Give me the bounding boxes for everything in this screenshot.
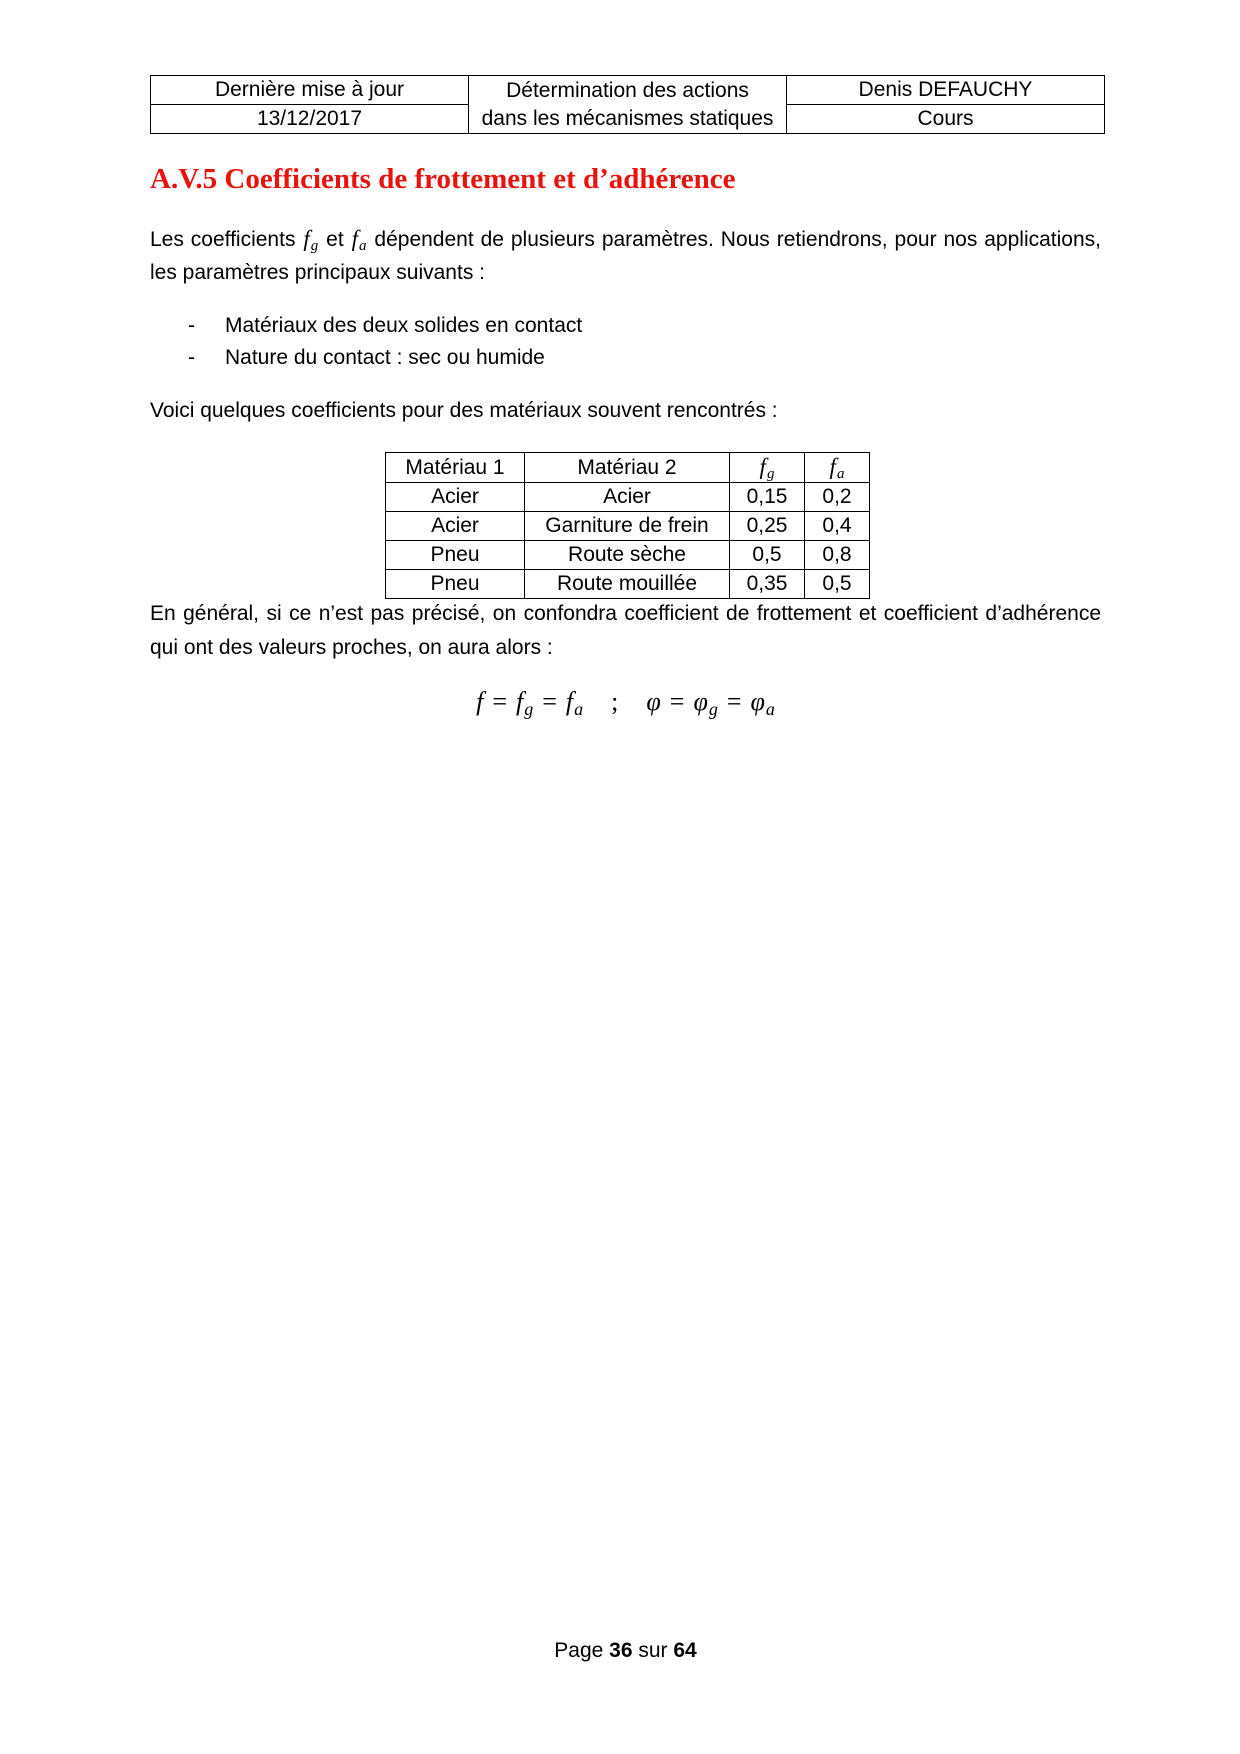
header-table xyxy=(150,75,1105,134)
list-bullet: - xyxy=(188,346,195,369)
current-page-number: 36 xyxy=(609,1639,633,1662)
header-fg xyxy=(730,453,805,483)
intro-text: Les coefficients xyxy=(150,228,303,251)
friction-angle-equality xyxy=(646,682,775,722)
intro-text: et xyxy=(319,228,351,251)
intro-text: dépendent de plusieurs paramètres. Nous retiendrons, pour nos applications, xyxy=(367,228,1101,251)
cell-fg: 0,15 xyxy=(730,483,805,512)
cell-fg: 0,25 xyxy=(730,512,805,541)
coefficient-fa-symbol xyxy=(829,454,846,482)
header-row xyxy=(151,76,1105,105)
phi-symbol: φ xyxy=(750,687,765,716)
friction-formula xyxy=(150,682,1101,722)
g-subscript: g xyxy=(310,238,319,254)
equals-sign: = xyxy=(669,687,685,716)
intro-line-2: les paramètres principaux suivants : xyxy=(150,261,485,284)
cell-material-2: Route sèche xyxy=(525,541,730,570)
cell-fa: 0,4 xyxy=(805,512,870,541)
header-material-2: Matériau 2 xyxy=(525,453,730,483)
total-pages-number: 64 xyxy=(673,1639,697,1662)
header-material-1: Matériau 1 xyxy=(386,453,525,483)
a-subscript: a xyxy=(574,699,584,719)
table-intro-text: Voici quelques coefficients pour des matériaux souvent rencontrés : xyxy=(150,399,778,422)
cell-material-1: Pneu xyxy=(386,541,525,570)
document-title-line-1: Détermination des actions xyxy=(506,78,749,102)
last-update-date: 13/12/2017 xyxy=(151,105,469,134)
formula-separator: ; xyxy=(611,687,619,716)
table-row xyxy=(386,570,870,599)
cell-material-2: Acier xyxy=(525,483,730,512)
list-item xyxy=(150,310,1101,342)
document-title-line-2: dans les mécanismes statiques xyxy=(481,106,774,130)
phi-a-symbol xyxy=(751,682,775,722)
f-symbol: f xyxy=(759,454,766,479)
friction-coefficient-equality xyxy=(476,682,583,722)
cell-fa: 0,5 xyxy=(805,570,870,599)
intro-line-1 xyxy=(150,222,1101,256)
phi-symbol: φ xyxy=(693,687,708,716)
cell-fa: 0,8 xyxy=(805,541,870,570)
f-symbol: f xyxy=(303,226,310,251)
list-item-text: Nature du contact : sec ou humide xyxy=(225,346,545,369)
table-row xyxy=(386,483,870,512)
fg-symbol xyxy=(516,682,533,722)
list-bullet: - xyxy=(188,314,195,337)
cell-material-1: Acier xyxy=(386,512,525,541)
page-footer xyxy=(150,1636,1101,1666)
fa-symbol xyxy=(566,682,583,722)
g-subscript: g xyxy=(524,699,534,719)
author: Denis DEFAUCHY xyxy=(787,76,1105,105)
table-row xyxy=(386,512,870,541)
parameter-list xyxy=(150,310,1101,374)
equals-sign: = xyxy=(492,687,507,716)
cell-fa: 0,2 xyxy=(805,483,870,512)
list-item xyxy=(150,342,1101,374)
last-update-label: Dernière mise à jour xyxy=(151,76,469,105)
cell-fg: 0,35 xyxy=(730,570,805,599)
coefficient-fg-symbol xyxy=(759,454,776,482)
f-symbol: f xyxy=(829,454,836,479)
coefficient-fg-symbol xyxy=(302,226,319,254)
f-symbol: f xyxy=(565,687,574,716)
document-type: Cours xyxy=(787,105,1105,134)
g-subscript: g xyxy=(766,466,775,482)
a-subscript: a xyxy=(359,238,367,254)
header-fa xyxy=(805,453,870,483)
list-item-text: Matériaux des deux solides en contact xyxy=(225,314,583,337)
table-intro xyxy=(150,394,1101,428)
cell-material-1: Pneu xyxy=(386,570,525,599)
cell-fg: 0,5 xyxy=(730,541,805,570)
page-separator: sur xyxy=(632,1639,674,1662)
equals-sign: = xyxy=(542,687,557,716)
conclusion-line-2: qui ont des valeurs proches, on aura alors : xyxy=(150,636,553,659)
cell-material-2: Route mouillée xyxy=(525,570,730,599)
phi-g-symbol xyxy=(693,682,717,722)
phi-symbol: φ xyxy=(646,687,661,716)
section-heading: A.V.5 Coefficients de frottement et d’adhérence xyxy=(150,163,736,195)
f-symbol: f xyxy=(516,687,524,716)
a-subscript: a xyxy=(765,699,775,719)
intro-paragraph xyxy=(150,222,1101,290)
coefficients-table xyxy=(385,452,870,599)
a-subscript: a xyxy=(836,466,845,482)
table-row xyxy=(386,541,870,570)
conclusion-line-1: En général, si ce n’est pas précisé, on confondra coefficient de frottement et coefficient d’adhérence xyxy=(150,602,1101,625)
document-title xyxy=(469,76,787,134)
equals-sign: = xyxy=(726,687,742,716)
page-label: Page xyxy=(554,1639,610,1662)
cell-material-2: Garniture de frein xyxy=(525,512,730,541)
f-symbol: f xyxy=(351,226,358,251)
conclusion-paragraph xyxy=(150,597,1101,665)
g-subscript: g xyxy=(708,699,718,719)
f-symbol: f xyxy=(476,687,484,716)
cell-material-1: Acier xyxy=(386,483,525,512)
coefficient-fa-symbol xyxy=(351,226,368,254)
table-header-row xyxy=(386,453,870,483)
